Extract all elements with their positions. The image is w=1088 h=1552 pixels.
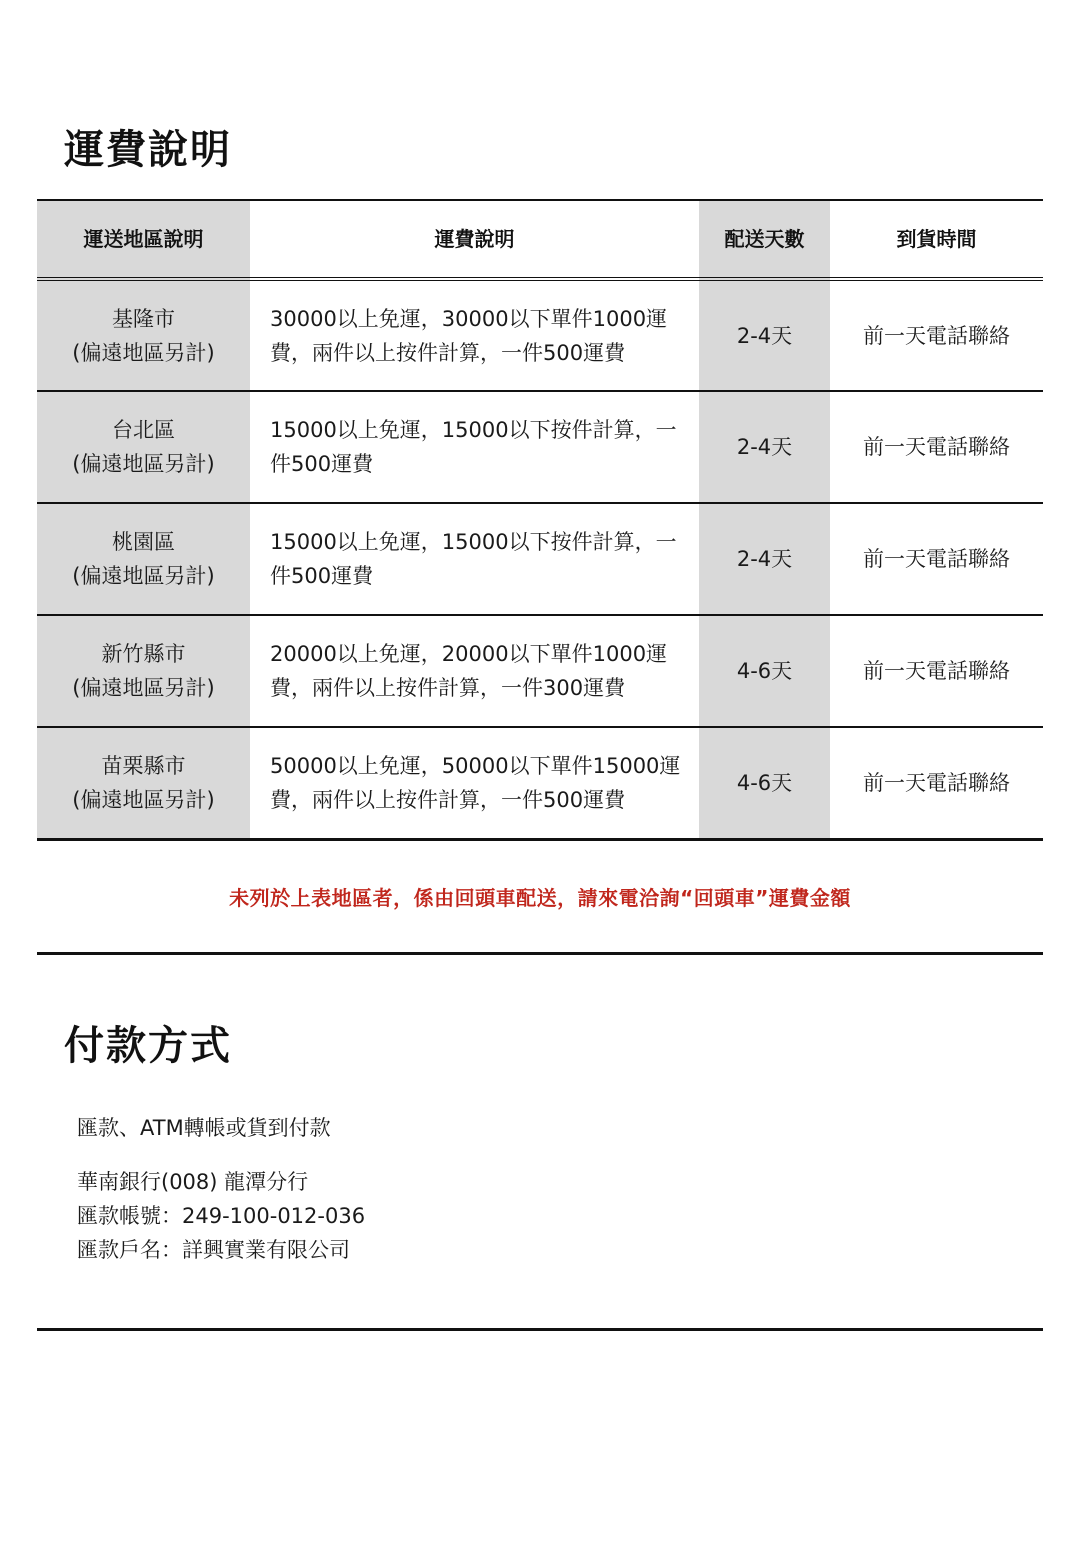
region-cell bbox=[37, 615, 250, 727]
region-cell bbox=[37, 279, 250, 391]
region-name: 苗栗縣市 bbox=[101, 753, 186, 778]
header-days: 配送天數 bbox=[699, 200, 830, 279]
account-number: 匯款帳號：249-100-012-036 bbox=[77, 1204, 366, 1228]
bottom-divider bbox=[37, 1328, 1043, 1331]
days-cell: 2-4天 bbox=[699, 279, 830, 391]
region-name: 桃園區 bbox=[112, 530, 175, 554]
table-row bbox=[37, 279, 1043, 391]
header-fee: 運費說明 bbox=[250, 200, 699, 279]
payment-section-title: 付款方式 bbox=[64, 1023, 232, 1069]
fee-cell: 15000以上免運，15000以下按件計算，一件500運費 bbox=[250, 503, 699, 615]
table-row bbox=[37, 615, 1043, 727]
region-name: 台北區 bbox=[112, 418, 175, 442]
region-note: (偏遠地區另計) bbox=[72, 676, 215, 700]
region-note: (偏遠地區另計) bbox=[72, 564, 215, 588]
days-cell: 2-4天 bbox=[699, 503, 830, 615]
region-cell bbox=[37, 391, 250, 503]
time-cell: 前一天電話聯絡 bbox=[830, 279, 1043, 391]
bank-name: 華南銀行(008) 龍潭分行 bbox=[77, 1170, 309, 1194]
header-time: 到貨時間 bbox=[830, 200, 1043, 279]
table-row bbox=[37, 391, 1043, 503]
section-divider bbox=[37, 952, 1043, 955]
time-cell: 前一天電話聯絡 bbox=[830, 615, 1043, 727]
table-row bbox=[37, 503, 1043, 615]
region-name: 基隆市 bbox=[112, 306, 175, 331]
days-cell: 2-4天 bbox=[699, 391, 830, 503]
time-cell: 前一天電話聯絡 bbox=[830, 391, 1043, 503]
payment-methods: 匯款、ATM轉帳或貨到付款 bbox=[77, 1116, 331, 1140]
header-region: 運送地區說明 bbox=[37, 200, 250, 279]
region-cell bbox=[37, 503, 250, 615]
region-note: (偏遠地區另計) bbox=[72, 340, 215, 365]
time-cell: 前一天電話聯絡 bbox=[830, 503, 1043, 615]
days-cell: 4-6天 bbox=[699, 615, 830, 727]
time-cell: 前一天電話聯絡 bbox=[830, 727, 1043, 839]
shipping-rate-table bbox=[37, 199, 1043, 841]
region-note: (偏遠地區另計) bbox=[72, 452, 215, 476]
fee-cell: 30000以上免運，30000以下單件1000運費，兩件以上按件計算，一件500運費 bbox=[250, 279, 699, 391]
region-cell bbox=[37, 727, 250, 839]
fee-cell: 50000以上免運，50000以下單件15000運費，兩件以上按件計算，一件500運費 bbox=[250, 727, 699, 839]
table-row bbox=[37, 727, 1043, 839]
fee-cell: 15000以上免運，15000以下按件計算，一件500運費 bbox=[250, 391, 699, 503]
shipping-section-title: 運費說明 bbox=[64, 127, 232, 173]
region-name: 新竹縣市 bbox=[101, 642, 186, 666]
days-cell: 4-6天 bbox=[699, 727, 830, 839]
region-note: (偏遠地區另計) bbox=[72, 787, 215, 812]
table-header-row bbox=[37, 200, 1043, 279]
fee-cell: 20000以上免運，20000以下單件1000運費，兩件以上按件計算，一件300運費 bbox=[250, 615, 699, 727]
account-holder: 匯款戶名：詳興實業有限公司 bbox=[77, 1238, 350, 1262]
shipping-note: 未列於上表地區者，係由回頭車配送，請來電洽詢“回頭車”運費金額 bbox=[229, 886, 851, 910]
